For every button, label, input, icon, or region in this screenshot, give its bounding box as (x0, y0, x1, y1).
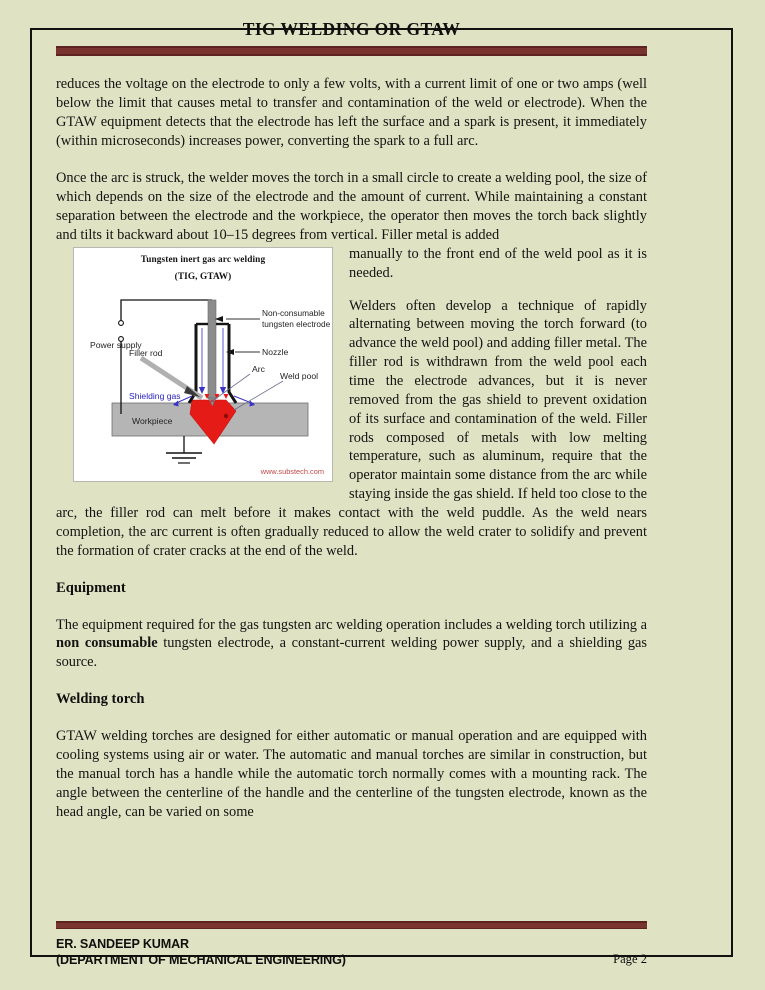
figure-label-arc: Arc (252, 363, 265, 374)
figure-box (73, 247, 333, 482)
heading-equipment: Equipment (56, 579, 126, 596)
page-footer (56, 921, 647, 968)
figure-caption-line2: (TIG, GTAW) (174, 271, 232, 282)
figure-label-workpiece: Workpiece (132, 415, 173, 426)
figure-label-electrode-line1: Non-consumable (262, 307, 325, 318)
tig-welding-schematic (74, 248, 333, 482)
figure-label-nozzle: Nozzle (262, 346, 289, 357)
filler-rod-arrow-head (184, 386, 200, 397)
equipment-text-pre: The equipment required for the gas tungsten arc welding operation includes a welding torch utilizing a (56, 616, 647, 633)
tungsten-electrode-rod (208, 300, 216, 398)
paragraph-welders-technique: Welders often develop a technique of rapidly alternating between moving the torch forward (to advance the weld pool) and adding filler metal. The filler rod is withdrawn from the weld pool each time the electrode advances, but it is never removed from the gas shield to prevent oxidation of its surface and contamination of the weld. Filler rods composed of metals with low melting temperature, such as aluminum, require that the operator maintain some distance from the arc while staying inside the gas shield. If held too close to the arc, the filler rod can melt before it makes contact with the weld puddle. As the weld nears completion, the arc current is often gradually reduced to allow the weld crater to solidify and prevent the formation of crater cracks at the end of the weld. (56, 297, 647, 559)
figure-tig-welding-diagram (73, 247, 335, 484)
figure-label-electrode-line2: tungsten electrode (262, 318, 331, 329)
figure-label-weld-pool: Weld pool (280, 370, 319, 381)
gas-arrow-head-left (199, 387, 205, 394)
figure-label-filler-rod: Filler rod (129, 347, 163, 358)
figure-label-shielding-gas: Shielding gas (129, 390, 181, 401)
heading-welding-torch: Welding torch (56, 691, 145, 708)
paragraph-equipment (56, 616, 647, 673)
power-terminal-positive (119, 320, 124, 325)
weld-pool-dot (224, 414, 228, 418)
figure-caption-line1: Tungsten inert gas arc welding (140, 254, 266, 265)
paragraph-filler-manual: manually to the front end of the weld pool as it is needed. (349, 245, 647, 281)
paragraph-welding-torch: GTAW welding torches are designed for either automatic or manual operation and are equipped with cooling systems using air or water. The automatic and manual torches are similar in construction, but the manual torch has a handle while the automatic torch normally comes with a mounting rack. The angle between the centerline of the handle and the centerline of the tungsten electrode, known as the head angle, can be varied on some (56, 728, 647, 820)
paragraph-torch-motion: Once the arc is struck, the welder moves the torch in a small circle to create a welding pool, the size of which depends on the size of the electrode and the amount of current. While maintaining a constant separation between the electrode and the workpiece, the operator then moves the torch back slightly and tilts it backward about 10–15 degrees from vertical. Filler metal is added (56, 170, 647, 244)
power-supply-wire-top (121, 300, 212, 323)
figure-watermark: www.substech.com (260, 466, 324, 476)
footer-author-name: ER. SANDEEP KUMAR (56, 936, 189, 951)
footer-author-block (56, 936, 346, 968)
footer-rule (56, 921, 647, 929)
footer-page-number: Page 2 (613, 952, 647, 966)
page-title: TIG WELDING OR GTAW (242, 19, 461, 39)
footer-department: (DEPARTMENT OF MECHANICAL ENGINEERING) (56, 952, 346, 967)
paragraph-arc-start: reduces the voltage on the electrode to only a few volts, with a current limit of one or two amps (well below the limit that causes metal to transfer and contamination of the weld or electrode). When the GTAW equipment detects that the electrode has left the surface and a spark is present, it immediately (within microseconds) increases power, converting the spark to a full arc. (56, 76, 647, 149)
equipment-text-post: tungsten electrode, a constant-current welding power supply, and a shielding gas source. (56, 635, 648, 671)
page-content (56, 16, 647, 914)
nozzle-wall-right (229, 324, 236, 403)
header-rule (56, 46, 647, 56)
figure-label-power-supply: Power supply (90, 339, 142, 350)
equipment-term-non-consumable: non consumable (56, 635, 158, 652)
